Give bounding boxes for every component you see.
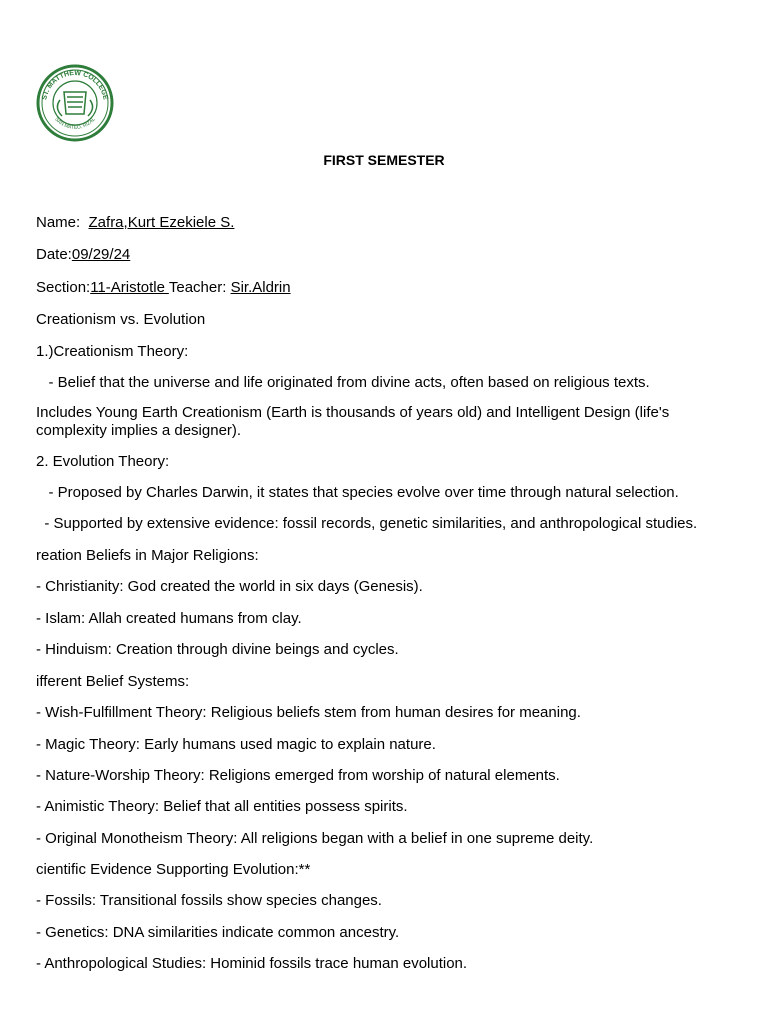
college-seal-logo xyxy=(34,64,116,142)
evolution-point-2: - Supported by extensive evidence: fossil records, genetic similarities, and anthropological studies. xyxy=(36,515,698,532)
name-last: Zafra xyxy=(88,214,124,231)
belief-item: - Magic Theory: Early humans used magic to explain nature. xyxy=(36,736,436,753)
seal-text-top: ST. MATTHEW COLLEGE xyxy=(41,69,109,101)
creationism-heading: 1.)Creationism Theory: xyxy=(36,343,189,360)
evidence-item: - Genetics: DNA similarities indicate common ancestry. xyxy=(36,924,400,941)
evolution-heading: 2. Evolution Theory: xyxy=(36,453,170,470)
religion-item: - Christianity: God created the world in six days (Genesis). xyxy=(36,578,423,595)
name-line xyxy=(36,214,234,232)
seal-text-bottom: SAN MATEO, RIZAL xyxy=(53,116,97,131)
belief-systems-heading: ifferent Belief Systems: xyxy=(36,673,190,690)
date-label: Date: xyxy=(36,246,72,263)
belief-item: - Animistic Theory: Belief that all entities possess spirits. xyxy=(36,798,408,815)
religion-item: - Hinduism: Creation through divine beings and cycles. xyxy=(36,641,399,658)
date-value: 09/29/24 xyxy=(71,246,131,263)
section-label: Section: xyxy=(36,279,91,296)
belief-item: - Original Monotheism Theory: All religions began with a belief in one supreme deity. xyxy=(36,830,594,847)
date-line xyxy=(36,246,130,264)
name-first: ,Kurt Ezekiele S. xyxy=(123,214,235,231)
evolution-point-1: - Proposed by Charles Darwin, it states that species evolve over time through natural selection. xyxy=(36,484,679,501)
section-value: 11-Aristotle xyxy=(90,279,169,296)
page-title: FIRST SEMESTER xyxy=(323,152,445,168)
name-label: Name: xyxy=(36,214,89,231)
creationism-point-2: Includes Young Earth Creationism (Earth is thousands of years old) and Intelligent Design (life's complexity implies a designer). xyxy=(36,404,670,439)
evidence-item: - Fossils: Transitional fossils show species changes. xyxy=(36,892,382,909)
religion-item: - Islam: Allah created humans from clay. xyxy=(36,610,302,627)
evidence-heading: cientific Evidence Supporting Evolution:** xyxy=(36,861,311,878)
teacher-label: Teacher: xyxy=(168,279,231,296)
religions-heading: reation Beliefs in Major Religions: xyxy=(36,547,259,564)
creationism-point-1: - Belief that the universe and life originated from divine acts, often based on religious texts. xyxy=(36,374,650,391)
evidence-item: - Anthropological Studies: Hominid fossils trace human evolution. xyxy=(36,955,468,972)
topic-heading: Creationism vs. Evolution xyxy=(36,311,206,328)
section-line xyxy=(36,279,291,297)
belief-item: - Nature-Worship Theory: Religions emerged from worship of natural elements. xyxy=(36,767,560,784)
belief-item: - Wish-Fulfillment Theory: Religious beliefs stem from human desires for meaning. xyxy=(36,704,581,721)
teacher-value: Sir.Aldrin xyxy=(230,279,291,296)
